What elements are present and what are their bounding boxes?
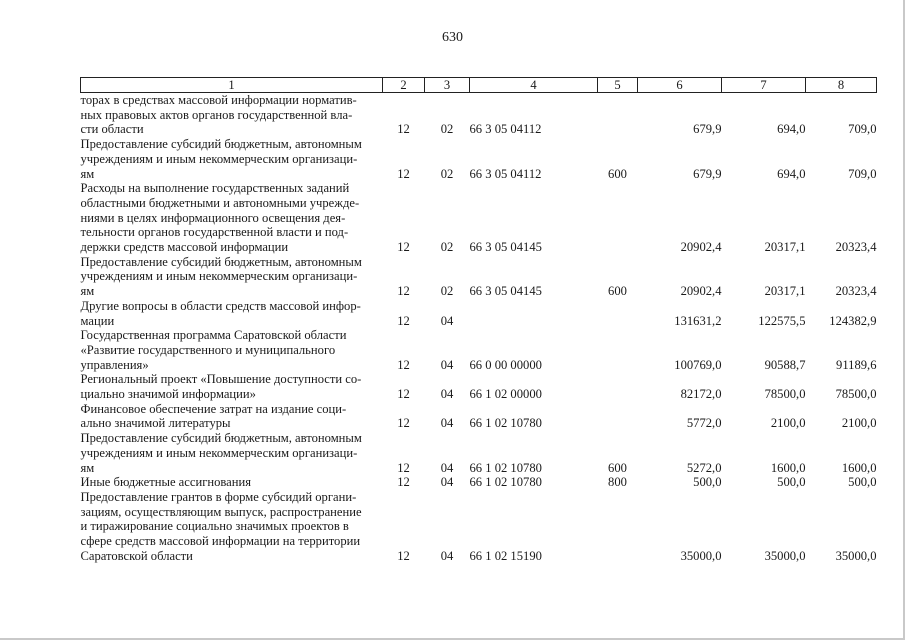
table-row (81, 137, 877, 181)
row-description (81, 475, 383, 490)
subsection-code: 04 (440, 313, 454, 328)
expense-type-code (598, 328, 638, 372)
subsection-code: 04 (440, 387, 454, 402)
column-header-1: 1 (81, 78, 383, 93)
row-description (81, 328, 383, 372)
amount-year-3: 35000,0 (835, 548, 877, 563)
amount-year-2: 694,0 (777, 166, 806, 181)
expense-type-code (598, 372, 638, 401)
section-code: 12 (397, 460, 410, 475)
description-line: сфере средств массовой информации на территории (80, 534, 361, 549)
column-header-8: 8 (806, 78, 877, 93)
column-header-6: 6 (638, 78, 722, 93)
description-line: и тиражирование социально значимых проектов в (80, 519, 349, 534)
description-line: ально значимой литературы (80, 416, 231, 431)
description-line: Предоставление грантов в форме субсидий органи- (80, 489, 357, 504)
amount-year-1: 100769,0 (674, 357, 722, 372)
description-line: мации (80, 313, 115, 328)
table-row (81, 255, 877, 299)
column-header-4: 4 (470, 78, 598, 93)
description-line: циально значимой информации» (80, 387, 256, 402)
subsection-code: 02 (440, 166, 454, 181)
amount-year-2: 694,0 (777, 122, 806, 137)
target-article-code: 66 0 00 00000 (469, 357, 542, 372)
column-header-5: 5 (598, 78, 638, 93)
description-line: Предоставление субсидий бюджетным, автономным (80, 137, 362, 152)
column-header-2: 2 (383, 78, 425, 93)
description-line: ных правовых актов органов государственной вла- (80, 107, 353, 122)
description-line: Предоставление субсидий бюджетным, автономным (80, 254, 362, 269)
section-code: 12 (397, 313, 410, 328)
expense-type-code: 600 (608, 284, 627, 299)
column-header-7: 7 (722, 78, 806, 93)
expense-type-code: 600 (608, 166, 627, 181)
row-description (81, 181, 383, 255)
amount-year-3: 1600,0 (841, 460, 877, 475)
target-article-code: 66 1 02 00000 (469, 387, 542, 402)
amount-year-1: 20902,4 (680, 284, 722, 299)
target-article-code: 66 3 05 04112 (469, 166, 542, 181)
amount-year-1: 35000,0 (680, 548, 722, 563)
subsection-code: 04 (440, 548, 454, 563)
target-article-code: 66 1 02 10780 (469, 475, 542, 490)
section-code: 12 (397, 166, 410, 181)
amount-year-1: 500,0 (693, 475, 722, 490)
expense-type-code: 600 (608, 460, 627, 475)
table-body (81, 93, 877, 564)
section-code: 12 (397, 475, 410, 490)
table-row (81, 299, 877, 328)
description-line: зациям, осуществляющим выпуск, распространение (80, 504, 362, 519)
row-description (81, 93, 383, 138)
amount-year-3: 20323,4 (835, 240, 877, 255)
table-row (81, 402, 877, 431)
section-code: 12 (397, 284, 410, 299)
description-line: тельности органов государственной власти и под- (80, 225, 349, 240)
description-line: Саратовской области (80, 548, 193, 563)
description-line: Предоставление субсидий бюджетным, автономным (80, 431, 362, 446)
target-article-code: 66 1 02 10780 (469, 460, 542, 475)
target-article-code: 66 3 05 04145 (469, 284, 542, 299)
table-row (81, 328, 877, 372)
amount-year-2: 122575,5 (758, 313, 806, 328)
description-line: торах в средствах массовой информации норматив- (80, 93, 357, 107)
amount-year-2: 2100,0 (770, 416, 806, 431)
target-article-code: 66 1 02 10780 (469, 416, 542, 431)
amount-year-3: 124382,9 (829, 313, 877, 328)
amount-year-2: 20317,1 (764, 240, 806, 255)
description-line: Расходы на выполнение государственных заданий (80, 181, 350, 196)
amount-year-3: 709,0 (848, 166, 877, 181)
description-line: учреждениям и иным некоммерческим организаци- (80, 269, 358, 284)
row-description (81, 490, 383, 564)
header-row (81, 78, 877, 93)
amount-year-2: 35000,0 (764, 548, 806, 563)
amount-year-3: 709,0 (848, 122, 877, 137)
expense-type-code (598, 181, 638, 255)
section-code: 12 (397, 387, 410, 402)
expense-type-code (598, 490, 638, 564)
expense-type-code: 800 (608, 475, 627, 490)
table-row (81, 431, 877, 475)
amount-year-1: 679,9 (693, 166, 722, 181)
subsection-code: 04 (440, 460, 454, 475)
row-description (81, 402, 383, 431)
description-line: Финансовое обеспечение затрат на издание соци- (80, 401, 347, 416)
description-line: ям (80, 284, 95, 299)
amount-year-3: 91189,6 (836, 357, 877, 372)
subsection-code: 02 (440, 122, 454, 137)
amount-year-3: 78500,0 (835, 387, 877, 402)
target-article-code: 66 1 02 15190 (469, 548, 542, 563)
expense-type-code (598, 299, 638, 328)
amount-year-1: 5272,0 (686, 460, 722, 475)
description-line: «Развитие государственного и муниципального (80, 342, 336, 357)
row-description (81, 255, 383, 299)
subsection-code: 02 (440, 284, 454, 299)
subsection-code: 02 (440, 240, 454, 255)
section-code: 12 (397, 416, 410, 431)
amount-year-3: 500,0 (848, 475, 877, 490)
target-article-code: 66 3 05 04112 (469, 122, 542, 137)
amount-year-2: 78500,0 (764, 387, 806, 402)
description-line: учреждениям и иным некоммерческим организаци- (80, 151, 358, 166)
target-article-code (470, 299, 598, 328)
amount-year-1: 5772,0 (686, 416, 722, 431)
subsection-code: 04 (440, 357, 454, 372)
amount-year-2: 1600,0 (770, 460, 806, 475)
table-header (81, 78, 877, 93)
amount-year-1: 679,9 (693, 122, 722, 137)
description-line: областными бюджетными и автономными учрежде- (80, 195, 360, 210)
row-description (81, 431, 383, 475)
amount-year-1: 131631,2 (674, 313, 722, 328)
amount-year-1: 20902,4 (680, 240, 722, 255)
description-line: Государственная программа Саратовской области (80, 328, 347, 343)
expense-type-code (598, 93, 638, 138)
description-line: учреждениям и иным некоммерческим организаци- (80, 445, 358, 460)
description-line: держки средств массовой информации (80, 240, 289, 255)
row-description (81, 299, 383, 328)
description-line: ям (80, 460, 95, 475)
description-line: ям (80, 166, 95, 181)
section-code: 12 (397, 357, 410, 372)
page-number: 630 (442, 30, 463, 45)
amount-year-1: 82172,0 (680, 387, 722, 402)
description-line: Региональный проект «Повышение доступности со- (80, 372, 362, 387)
target-article-code: 66 3 05 04145 (469, 240, 542, 255)
table-row (81, 372, 877, 401)
table-row (81, 490, 877, 564)
table-row (81, 93, 877, 138)
expense-type-code (598, 402, 638, 431)
section-code: 12 (397, 548, 410, 563)
subsection-code: 04 (440, 475, 454, 490)
amount-year-3: 20323,4 (835, 284, 877, 299)
description-line: сти области (80, 122, 144, 137)
amount-year-2: 20317,1 (764, 284, 806, 299)
description-line: ниями в целях информационного освещения дея- (80, 210, 346, 225)
description-line: Иные бюджетные ассигнования (80, 475, 252, 490)
row-description (81, 372, 383, 401)
row-description (81, 137, 383, 181)
amount-year-2: 90588,7 (764, 357, 806, 372)
description-line: Другие вопросы в области средств массовой инфор- (80, 298, 361, 313)
column-header-3: 3 (425, 78, 470, 93)
section-code: 12 (397, 122, 410, 137)
budget-table (80, 77, 877, 564)
table-row (81, 181, 877, 255)
table-row (81, 475, 877, 490)
subsection-code: 04 (440, 416, 454, 431)
amount-year-3: 2100,0 (841, 416, 877, 431)
description-line: управления» (80, 357, 149, 372)
section-code: 12 (397, 240, 410, 255)
amount-year-2: 500,0 (777, 475, 806, 490)
